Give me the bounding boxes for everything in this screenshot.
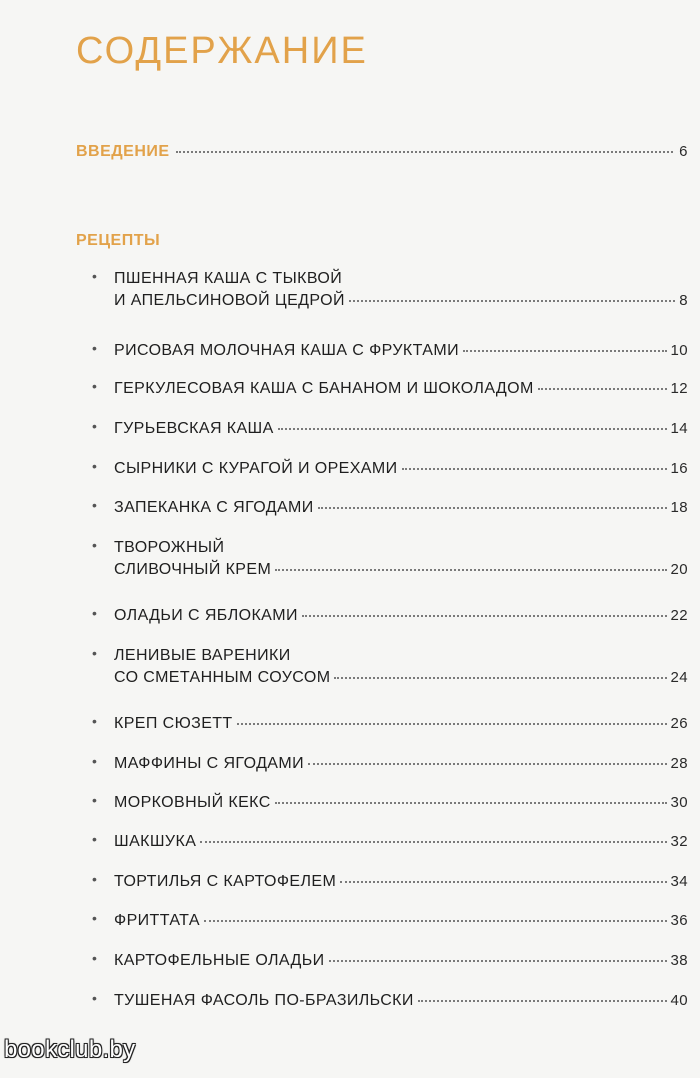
bullet-icon: • (92, 753, 98, 769)
bullet-icon: • (92, 871, 98, 887)
toc-entry[interactable] (92, 378, 688, 400)
leader-dots (302, 615, 667, 617)
bullet-icon: • (92, 497, 98, 513)
toc-entry-line (114, 667, 688, 689)
toc-entry[interactable] (92, 497, 688, 519)
toc-entry[interactable] (92, 645, 688, 689)
leader-dots (418, 1000, 667, 1002)
toc-entry-line (114, 605, 688, 627)
toc-entry-title-line: ТОРТИЛЬЯ С КАРТОФЕЛЕМ (114, 873, 337, 890)
toc-entry[interactable] (92, 458, 688, 480)
bullet-icon: • (92, 990, 98, 1006)
toc-entry-page-number: 28 (670, 755, 688, 772)
bullet-icon: • (92, 418, 98, 434)
leader-dots (463, 350, 667, 352)
toc-entry[interactable] (92, 268, 688, 312)
page-title: СОДЕРЖАНИЕ (76, 30, 368, 72)
toc-entry-page-number: 14 (670, 420, 688, 437)
leader-dots (329, 960, 667, 962)
toc-entry-line (114, 378, 688, 400)
toc-entry-line (114, 871, 688, 893)
watermark: bookclub.by (4, 1036, 136, 1063)
toc-entry-line (114, 831, 688, 853)
toc-entry-title-line: И АПЕЛЬСИНОВОЙ ЦЕДРОЙ (114, 292, 345, 309)
toc-entry-line (114, 418, 688, 440)
toc-entry-page-number: 12 (670, 380, 688, 397)
leader-dots (275, 569, 666, 571)
toc-entry-title-line: КРЕП СЮЗЕТТ (114, 715, 233, 732)
leader-dots (204, 920, 667, 922)
toc-entry-page-number: 38 (670, 952, 688, 969)
toc-entry[interactable] (92, 990, 688, 1012)
bullet-icon: • (92, 713, 98, 729)
toc-entry[interactable] (92, 792, 688, 814)
leader-dots (200, 841, 666, 843)
toc-entry-line (114, 497, 688, 519)
toc-entry[interactable] (92, 831, 688, 853)
toc-entry-title-line: РИСОВАЯ МОЛОЧНАЯ КАША С ФРУКТАМИ (114, 342, 459, 359)
toc-entry-title-line: ЗАПЕКАНКА С ЯГОДАМИ (114, 499, 314, 516)
toc-entry-title-line: ТВОРОЖНЫЙ (114, 539, 225, 556)
leader-dots (237, 723, 667, 725)
toc-entry-line (114, 559, 688, 581)
toc-entry-line (114, 290, 688, 312)
leader-dots (334, 677, 666, 679)
toc-entry-page-number: 32 (670, 833, 688, 850)
bullet-icon: • (92, 458, 98, 474)
toc-entry-title-line: КАРТОФЕЛЬНЫЕ ОЛАДЬИ (114, 952, 325, 969)
toc-entry-line (114, 910, 688, 932)
leader-dots (318, 507, 667, 509)
toc-entry-title-line: ФРИТТАТА (114, 912, 200, 929)
toc-entry-page-number: 40 (670, 992, 688, 1009)
toc-entry[interactable] (92, 910, 688, 932)
leader-dots (308, 763, 666, 765)
toc-entry-title-line: МАФФИНЫ С ЯГОДАМИ (114, 755, 305, 772)
bullet-icon: • (92, 645, 98, 661)
toc-entry[interactable] (92, 537, 688, 581)
toc-entry-title-line: ГУРЬЕВСКАЯ КАША (114, 420, 274, 437)
bullet-icon: • (92, 537, 98, 553)
toc-entry-title-line: ШАКШУКА (114, 833, 197, 850)
toc-entry-title-line: ПШЕННАЯ КАША С ТЫКВОЙ (114, 270, 343, 287)
toc-entry-title-line: СЫРНИКИ С КУРАГОЙ И ОРЕХАМИ (114, 460, 398, 477)
toc-entry-page-number: 22 (670, 607, 688, 624)
toc-entry-page-number: 20 (670, 561, 688, 578)
toc-entry-page-number: 8 (679, 292, 688, 309)
toc-entry-page-number: 10 (670, 342, 688, 359)
toc-entry-title-line: ОЛАДЬИ С ЯБЛОКАМИ (114, 607, 298, 624)
toc-intro-row[interactable] (76, 143, 688, 161)
leader-dots (275, 802, 667, 804)
toc-entry-page-number: 18 (670, 499, 688, 516)
bullet-icon: • (92, 605, 98, 621)
intro-label: ВВЕДЕНИЕ (76, 143, 170, 160)
toc-entry[interactable] (92, 871, 688, 893)
toc-entry-page-number: 24 (670, 669, 688, 686)
toc-entry-title-line: ГЕРКУЛЕСОВАЯ КАША С БАНАНОМ И ШОКОЛАДОМ (114, 380, 534, 397)
toc-entry[interactable] (92, 605, 688, 627)
intro-page-number: 6 (679, 143, 688, 160)
toc-entry-title-line: СО СМЕТАННЫМ СОУСОМ (114, 669, 331, 686)
toc-entry-line (114, 990, 688, 1012)
toc-entry-page-number: 30 (670, 794, 688, 811)
toc-entry[interactable] (92, 713, 688, 735)
toc-entry-page-number: 26 (670, 715, 688, 732)
toc-entry-title-line: ЛЕНИВЫЕ ВАРЕНИКИ (114, 647, 291, 664)
toc-entry[interactable] (92, 950, 688, 972)
bullet-icon: • (92, 378, 98, 394)
bullet-icon: • (92, 792, 98, 808)
leader-dots (278, 428, 667, 430)
leader-dots (340, 881, 666, 883)
toc-entry-line (114, 792, 688, 814)
toc-entry-line (114, 753, 688, 775)
toc-entry-title-line: СЛИВОЧНЫЙ КРЕМ (114, 561, 272, 578)
toc-entry-title-line: МОРКОВНЫЙ КЕКС (114, 794, 271, 811)
bullet-icon: • (92, 340, 98, 356)
toc-entry-page-number: 16 (670, 460, 688, 477)
bullet-icon: • (92, 910, 98, 926)
bullet-icon: • (92, 950, 98, 966)
toc-entry[interactable] (92, 418, 688, 440)
leader-dots (176, 151, 674, 153)
section-heading: РЕЦЕПТЫ (76, 232, 161, 249)
leader-dots (402, 468, 667, 470)
toc-entry[interactable] (92, 340, 688, 362)
toc-entry-line (114, 950, 688, 972)
leader-dots (538, 388, 667, 390)
toc-entry-line (114, 713, 688, 735)
bullet-icon: • (92, 831, 98, 847)
toc-entry-line (114, 340, 688, 362)
leader-dots (349, 300, 675, 302)
toc-entry-title-line: ТУШЕНАЯ ФАСОЛЬ ПО-БРАЗИЛЬСКИ (114, 992, 414, 1009)
toc-entry[interactable] (92, 753, 688, 775)
toc-entry-line (114, 458, 688, 480)
toc-entry-page-number: 34 (670, 873, 688, 890)
bullet-icon: • (92, 268, 98, 284)
toc-entry-page-number: 36 (670, 912, 688, 929)
